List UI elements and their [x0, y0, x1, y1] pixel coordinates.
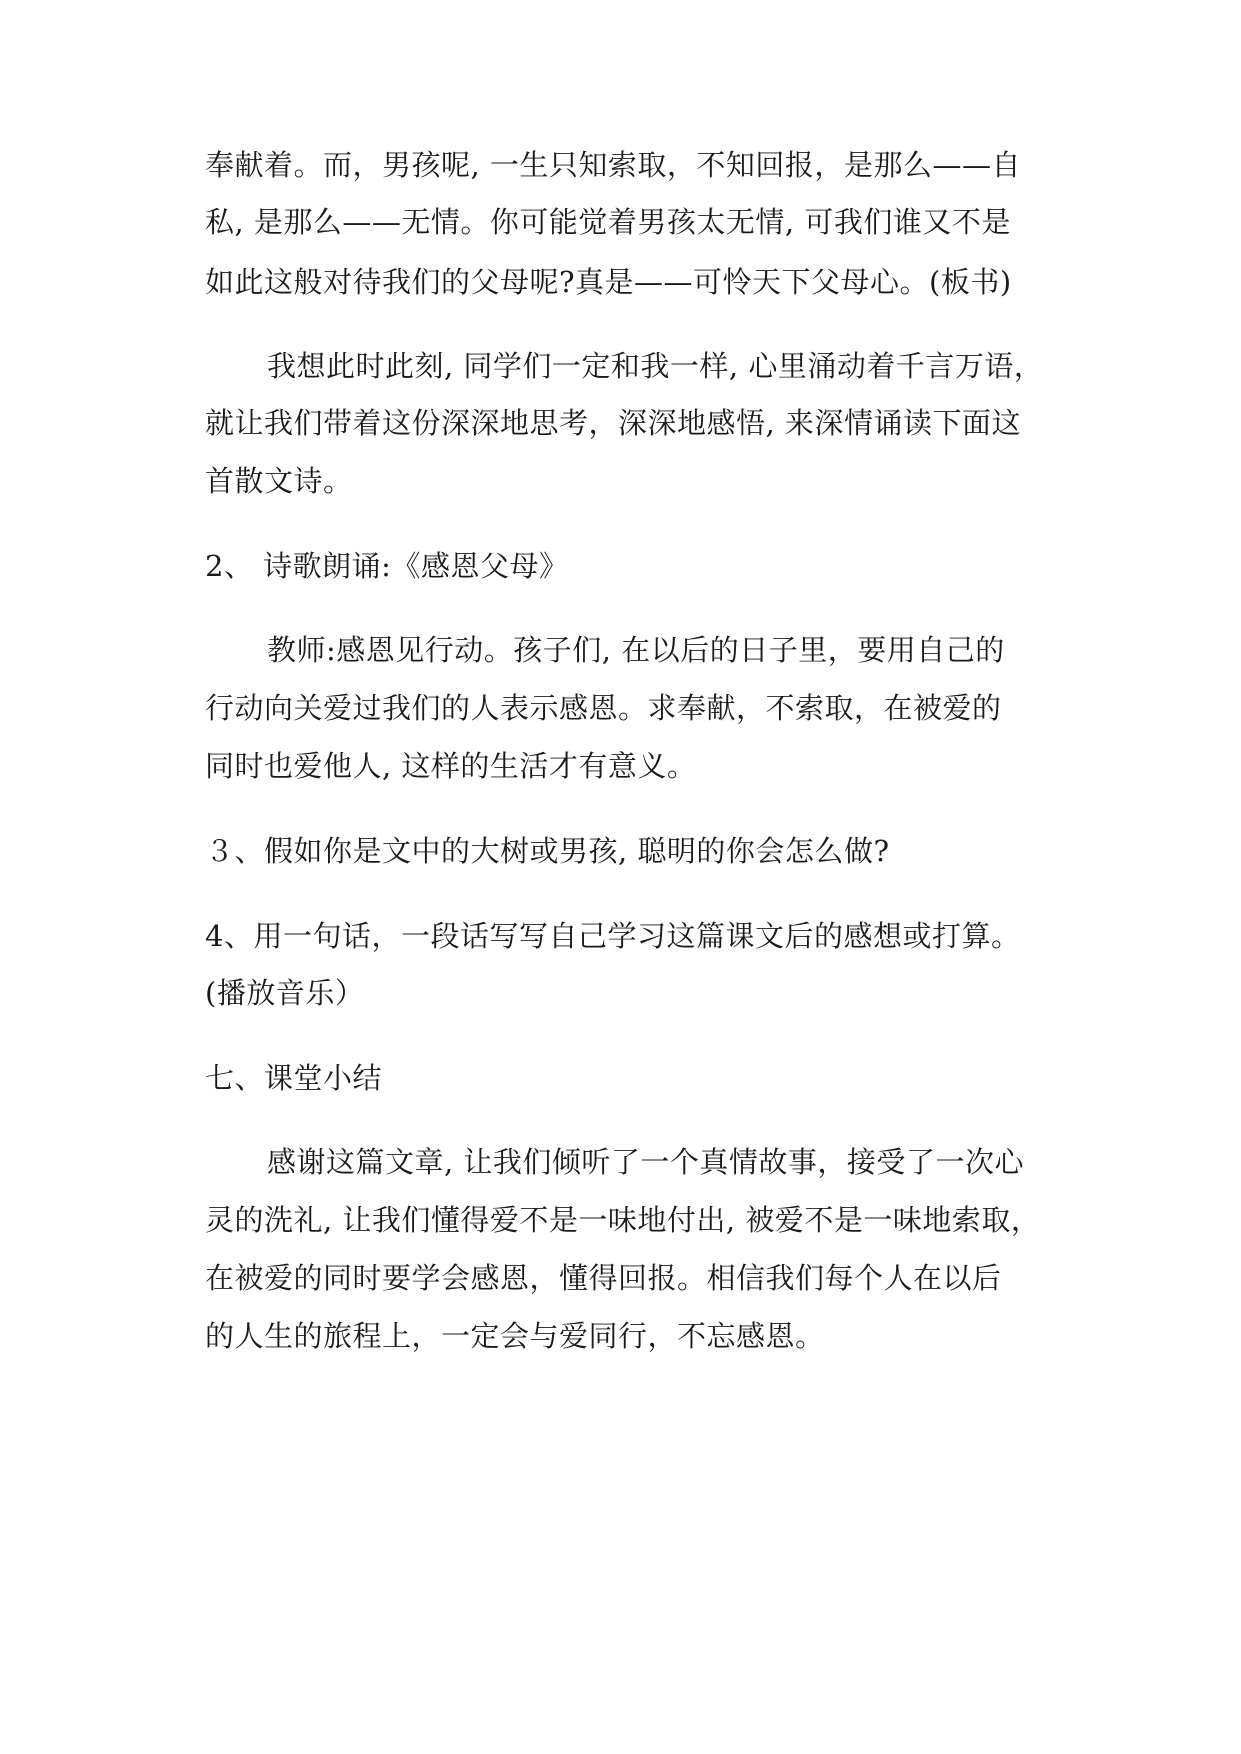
paragraph-line: 行动向关爱过我们的人表示感恩。求奉献，不索取，在被爱的: [205, 691, 1002, 725]
paragraph-line: 我想此时此刻, 同学们一定和我一样, 心里涌动着千言万语，: [267, 349, 1044, 383]
paragraph-line: 在被爱的同时要学会感恩，懂得回报。相信我们每个人在以后: [205, 1261, 1002, 1295]
section-heading: 2、 诗歌朗诵:《感恩父母》: [205, 549, 569, 583]
paragraph-line: 灵的洗礼, 让我们懂得爱不是一味地付出, 被爱不是一味地索取，: [205, 1203, 1041, 1237]
paragraph-line: 的人生的旅程上，一定会与爱同行，不忘感恩。: [205, 1319, 825, 1353]
paragraph-line: 首散文诗。: [205, 464, 353, 498]
list-item: 4、用一句话，一段话写写自己学习这篇课文后的感想或打算。: [205, 919, 1021, 953]
paragraph-line: (播放音乐）: [205, 976, 365, 1010]
paragraph-line: 感谢这篇文章, 让我们倾听了一个真情故事，接受了一次心: [267, 1145, 1024, 1179]
paragraph-line: 就让我们带着这份深深地思考，深深地感悟, 来深情诵读下面这: [205, 406, 1021, 440]
paragraph-line: 奉献着。而，男孩呢, 一生只知索取，不知回报，是那么——自: [205, 148, 1021, 182]
paragraph-line: 如此这般对待我们的父母呢?真是——可怜天下父母心。(板书): [205, 265, 1012, 299]
paragraph-line: 同时也爱他人, 这样的生活才有意义。: [205, 749, 697, 783]
list-item: ３、假如你是文中的大树或男孩, 聪明的你会怎么做?: [205, 834, 890, 868]
paragraph-line: 教师:感恩见行动。孩子们, 在以后的日子里，要用自己的: [267, 633, 1005, 667]
paragraph-line: 私, 是那么——无情。你可能觉着男孩太无情, 可我们谁又不是: [205, 205, 1011, 239]
section-heading: 七、课堂小结: [205, 1061, 383, 1095]
